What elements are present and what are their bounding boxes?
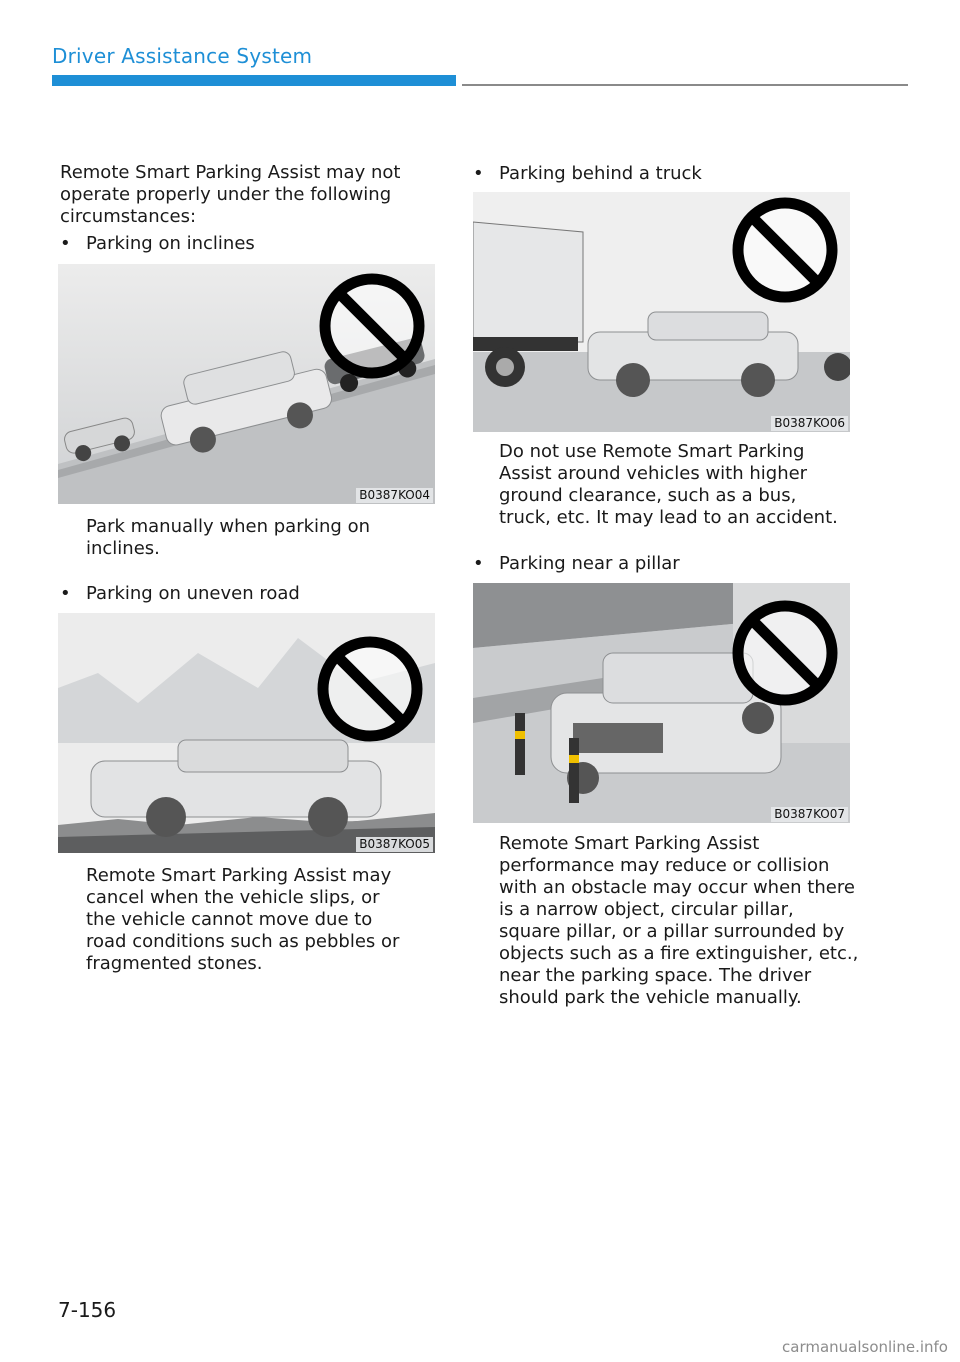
figure-pillar (473, 583, 850, 823)
bullet-label: Parking near a pillar (499, 553, 680, 574)
intro-paragraph: Remote Smart Parking Assist may not operate properly under the following circumstances: (60, 162, 401, 227)
page-number: 7-156 (58, 1298, 117, 1322)
figure-code: B0387KO07 (771, 807, 848, 822)
desc-truck: Do not use Remote Smart Parking Assist around vehicles with higher ground clearance, such as a bus, truck, etc. It may lead to an accident. (499, 441, 838, 528)
figure-truck (473, 192, 850, 432)
bullet-pillar (473, 553, 853, 575)
bullet-dot: • (60, 583, 71, 604)
figure-inclines (58, 264, 435, 504)
bullet-label: Parking on uneven road (86, 583, 300, 604)
pillar-illustration (473, 583, 850, 823)
bullet-dot: • (473, 163, 484, 184)
watermark: carmanualsonline.info (782, 1338, 948, 1356)
header-accent-bar (52, 75, 456, 86)
figure-code: B0387KO05 (356, 837, 433, 852)
desc-pillar: Remote Smart Parking Assist performance may reduce or collision with an obstacle may occur when there is a narrow object, circular pillar, square pillar, or a pillar surrounded by objects such as a fire extinguisher, etc., near the parking space. The driver should park the vehicle manually. (499, 833, 859, 1008)
section-title: Driver Assistance System (52, 44, 313, 68)
bullet-uneven-road (60, 583, 440, 605)
desc-inclines: Park manually when parking on inclines. (86, 516, 371, 559)
bullet-dot: • (473, 553, 484, 574)
inclines-illustration (58, 264, 435, 504)
figure-code: B0387KO04 (356, 488, 433, 503)
desc-uneven-road: Remote Smart Parking Assist may cancel when the vehicle slips, or the vehicle cannot move due to road conditions such as pebbles or fragmented stones. (86, 865, 400, 974)
bullet-label: Parking behind a truck (499, 163, 702, 184)
header-rule (462, 84, 908, 86)
figure-code: B0387KO06 (771, 416, 848, 431)
prohibition-icon (738, 606, 832, 700)
bullet-inclines (60, 233, 440, 255)
bullet-dot: • (60, 233, 71, 254)
prohibition-icon (323, 642, 417, 736)
figure-uneven-road (58, 613, 435, 853)
truck-illustration (473, 192, 850, 432)
uneven-road-illustration (58, 613, 435, 853)
bullet-truck (473, 163, 853, 185)
prohibition-icon (738, 203, 832, 297)
bullet-label: Parking on inclines (86, 233, 255, 254)
prohibition-icon (325, 279, 419, 373)
